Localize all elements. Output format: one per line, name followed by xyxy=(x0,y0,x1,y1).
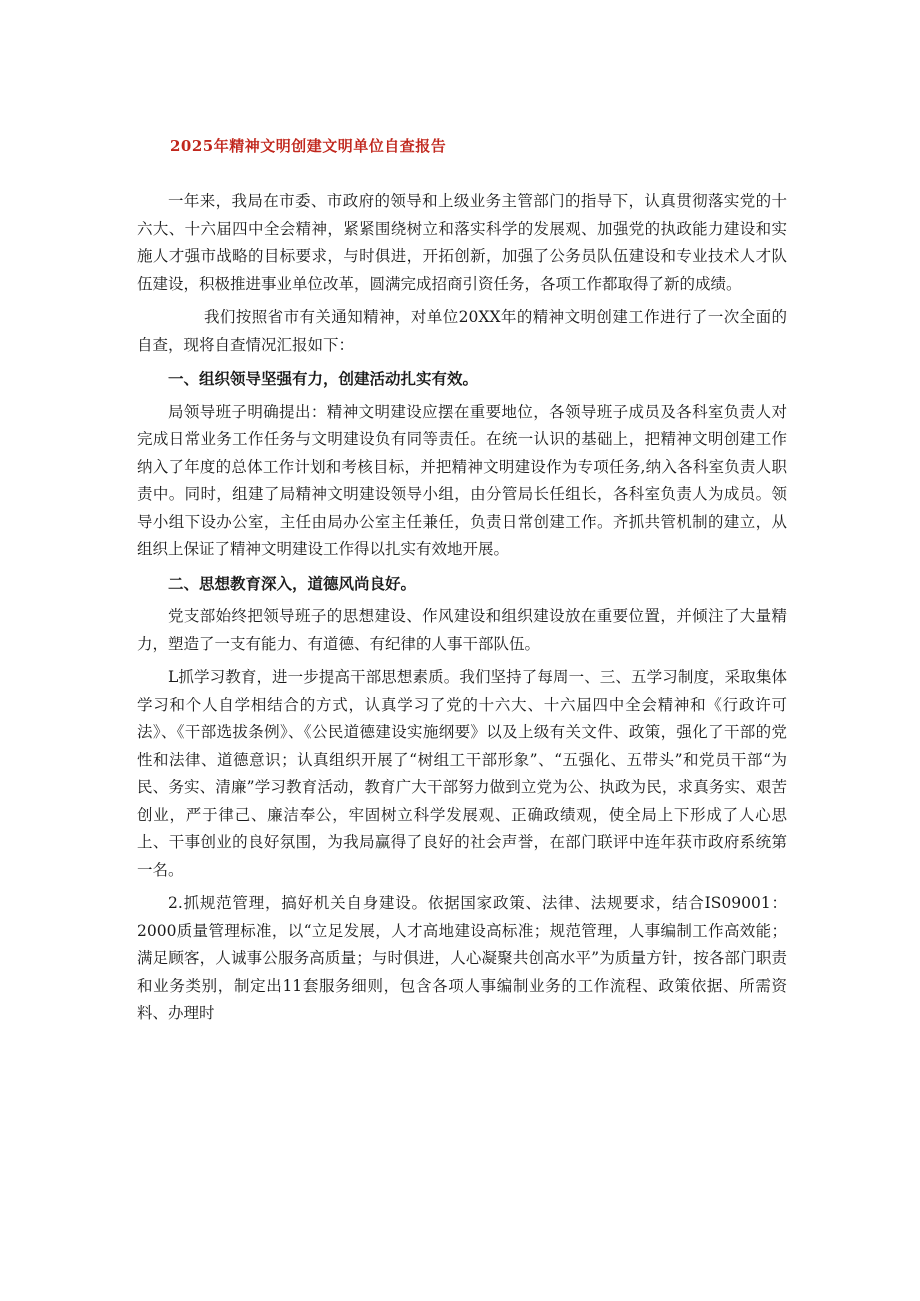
section-1-heading: 一、组织领导坚强有力，创建活动扎实有效。 xyxy=(168,369,479,388)
section-1-body: 局领导班子明确提出：精神文明建设应摆在重要地位，各领导班子成员及各科室负责人对完成日常业务工作任务与文明建设负有同等责任。在统一认识的基础上，把精神文明创建工作纳入了年度的总体工作计划和考核目标，并把精神文明建设作为专项任务,纳入各科室负责人职责中。同时，组建了局精神文明建设领导小组，由分管局长任组长，各科室负责人为成员。领导小组下设办公室，主任由局办公室主任兼任，负责日常创建工作。齐抓共管机制的建立，从组织上保证了精神文明建设工作得以扎实有效地开展。 xyxy=(137,402,787,558)
section-2-heading: 二、思想教育深入，道德风尚良好。 xyxy=(168,573,417,593)
intro-paragraph: 一年来，我局在市委、市政府的领导和上级业务主管部门的指导下，认真贯彻落实党的十六大、十六届四中全会精神，紧紧围绕树立和落实科学的发展观、加强党的执政能力建设和实施人才强市战略的目标要求，与时俱进，开拓创新，加强了公务员队伍建设和专业技术人才队伍建设，积极推进事业单位改革，圆满完成招商引资任务，各项工作都取得了新的成绩。 xyxy=(137,192,787,293)
section-2-item-2: 2.抓规范管理，搞好机关自身建设。依据国家政策、法律、法规要求，结合IS09001：2000质量管理标准，以“立足发展，人才高地建设高标准；规范管理，人事编制工作高效能；满足顾客，人诚事公服务高质量；与时俱进，人心凝聚共创高水平”为质量方针，按各部门职责和业务类别，制定出11套服务细则，包含各项人事编制业务的工作流程、政策依据、所需资料、办理时 xyxy=(137,894,787,1022)
document-body xyxy=(137,188,787,1034)
preface-paragraph: 我们按照省市有关通知精神，对单位20XX年的精神文明创建工作进行了一次全面的自查，现将自查情况汇报如下： xyxy=(137,308,787,354)
section-2-item-1: L抓学习教育，进一步提高干部思想素质。我们坚持了每周一、三、五学习制度，采取集体学习和个人自学相结合的方式，认真学习了党的十六大、十六届四中全会精神和《行政许可法》、《干部选拔条例》、《公民道德建设实施纲要》以及上级有关文件、政策，强化了干部的党性和法律、道德意识；认真组织开展了“树组工干部形象”、“五强化、五带头”和党员干部“为民、务实、清廉”学习教育活动，教育广大干部努力做到立党为公、执政为民，求真务实、艰苦创业，严于律己、廉洁奉公，牢固树立科学发展观、正确政绩观，使全局上下形成了人心思上、干事创业的良好氛围，为我局赢得了良好的社会声誉，在部门联评中连年获市政府系统第一名。 xyxy=(137,668,787,879)
document-title: 2025年精神文明创建文明单位自查报告 xyxy=(170,137,447,155)
section-2-body: 党支部始终把领导班子的思想建设、作风建设和组织建设放在重要位置，并倾注了大量精力，塑造了一支有能力、有道德、有纪律的人事干部队伍。 xyxy=(137,607,787,653)
